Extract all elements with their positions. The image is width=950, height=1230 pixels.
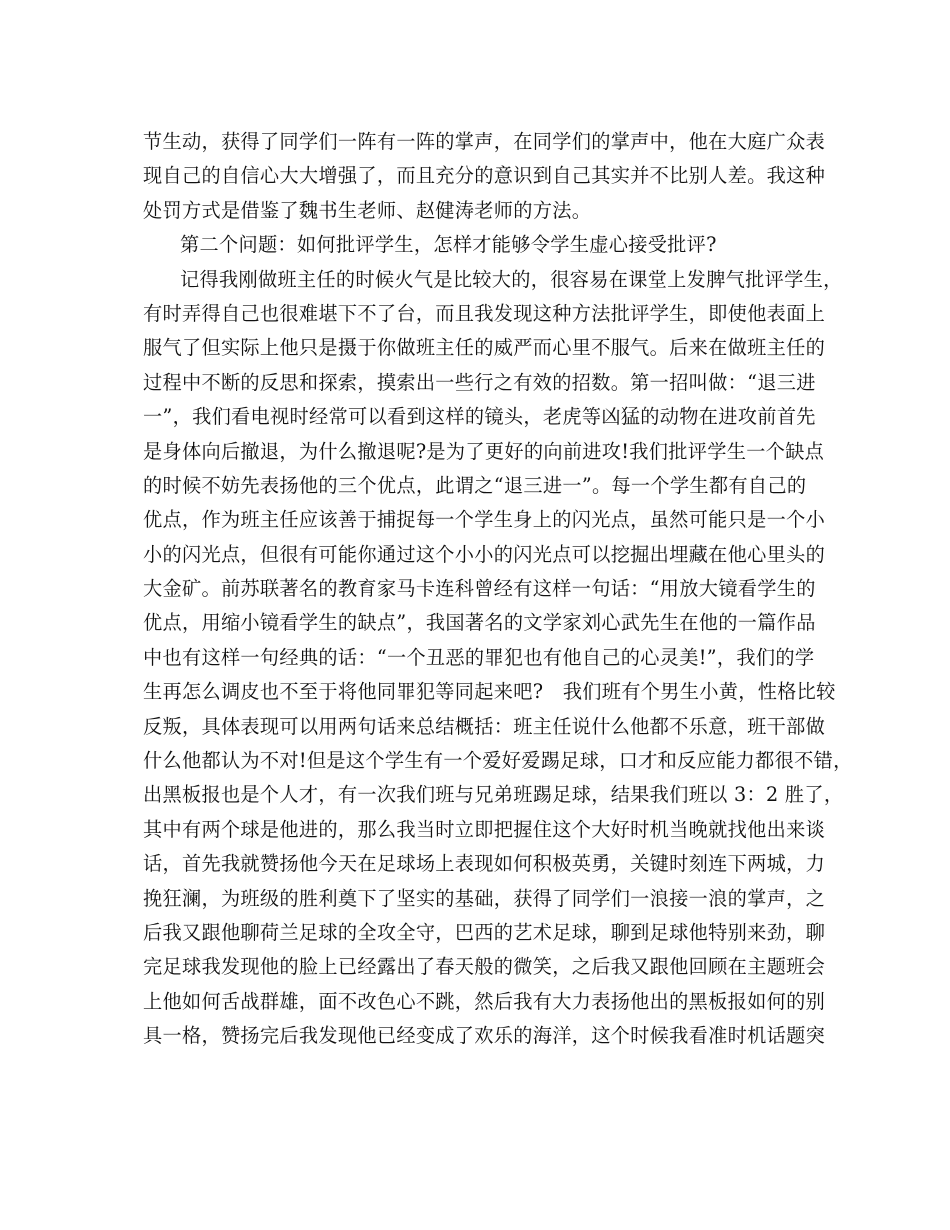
text-line: 话，首先我就赞扬他今天在足球场上表现如何积极英勇，关键时刻连下两城，力: [143, 852, 826, 876]
text-line: 挽狂澜，为班级的胜利奠下了坚实的基础，获得了同学们一浪接一浪的掌声，之: [143, 886, 826, 910]
text-line: 节生动，获得了同学们一阵有一阵的掌声，在同学们的掌声中，他在大庭广众表: [143, 130, 826, 153]
text-line: 的时候不妨先表扬他的三个优点，此谓之“退三进一”。每一个学生都有自己的: [143, 473, 807, 497]
text-line: 中也有这样一句经典的话：“一个丑恶的罪犯也有他自己的心灵美!”，我们的学: [143, 645, 815, 669]
text-line: 完足球我发现他的脸上已经露出了春天般的微笑，之后我又跟他回顾在主题班会: [143, 955, 826, 979]
text-line: 什么他都认为不对!但是这个学生有一个爱好爱踢足球，口才和反应能力都很不错，: [143, 749, 853, 773]
text-line: 是身体向后撤退，为什么撤退呢?是为了更好的向前进攻!我们批评学生一个缺点: [143, 439, 825, 463]
text-line: 一”，我们看电视时经常可以看到这样的镜头，老虎等凶猛的动物在进攻前首先: [143, 405, 816, 429]
text-line: 其中有两个球是他进的，那么我当时立即把握住这个大好时机当晚就找他出来谈: [143, 817, 826, 841]
text-line: 后我又跟他聊荷兰足球的全攻全守，巴西的艺术足球，聊到足球他特别来劲，聊: [143, 920, 826, 944]
text-line: 服气了但实际上他只是摄于你做班主任的威严而心里不服气。后来在做班主任的: [143, 336, 826, 360]
text-line: 大金矿。前苏联著名的教育家马卡连科曾经有这样一句话：“用放大镜看学生的: [143, 577, 816, 601]
text-line: 小的闪光点，但很有可能你通过这个小小的闪光点可以挖掘出埋藏在他心里头的: [143, 542, 826, 566]
text-line: 优点，用缩小镜看学生的缺点”，我国著名的文学家刘心武先生在他的一篇作品: [143, 611, 816, 635]
text-line: 记得我刚做班主任的时候火气是比较大的，很容易在课堂上发脾气批评学生，: [180, 267, 843, 291]
text-line: 过程中不断的反思和探索，摸索出一些行之有效的招数。第一招叫做：“退三进: [143, 370, 816, 394]
section-heading: 第二个问题：如何批评学生，怎样才能够令学生虚心接受批评?: [180, 233, 717, 257]
text-line: 有时弄得自己也很难堪下不了台，而且我发现这种方法批评学生，即使他表面上: [143, 301, 826, 325]
text-line: 处罚方式是借鉴了魏书生老师、赵健涛老师的方法。: [143, 198, 592, 222]
text-line: 出黑板报也是个人才，有一次我们班与兄弟班踢足球，结果我们班以 3：2 胜了，: [143, 783, 844, 807]
text-line: 优点，作为班主任应该善于捕捉每一个学生身上的闪光点，虽然可能只是一个小: [143, 508, 826, 532]
text-line: 生再怎么调皮也不至于将他同罪犯等同起来吧? 我们班有个男生小黄，性格比较: [143, 680, 836, 704]
text-line: 上他如何舌战群雄，面不改色心不跳，然后我有大力表扬他出的黑板报如何的别: [143, 989, 826, 1013]
text-line: 反叛，具体表现可以用两句话来总结概括：班主任说什么他都不乐意，班干部做: [143, 714, 826, 738]
text-line: 现自己的自信心大大增强了，而且充分的意识到自己其实并不比别人差。我这种: [143, 164, 826, 188]
text-line: 具一格，赞扬完后我发现他已经变成了欢乐的海洋，这个时候我看准时机话题突: [143, 1024, 826, 1048]
document-body: [143, 125, 853, 1054]
